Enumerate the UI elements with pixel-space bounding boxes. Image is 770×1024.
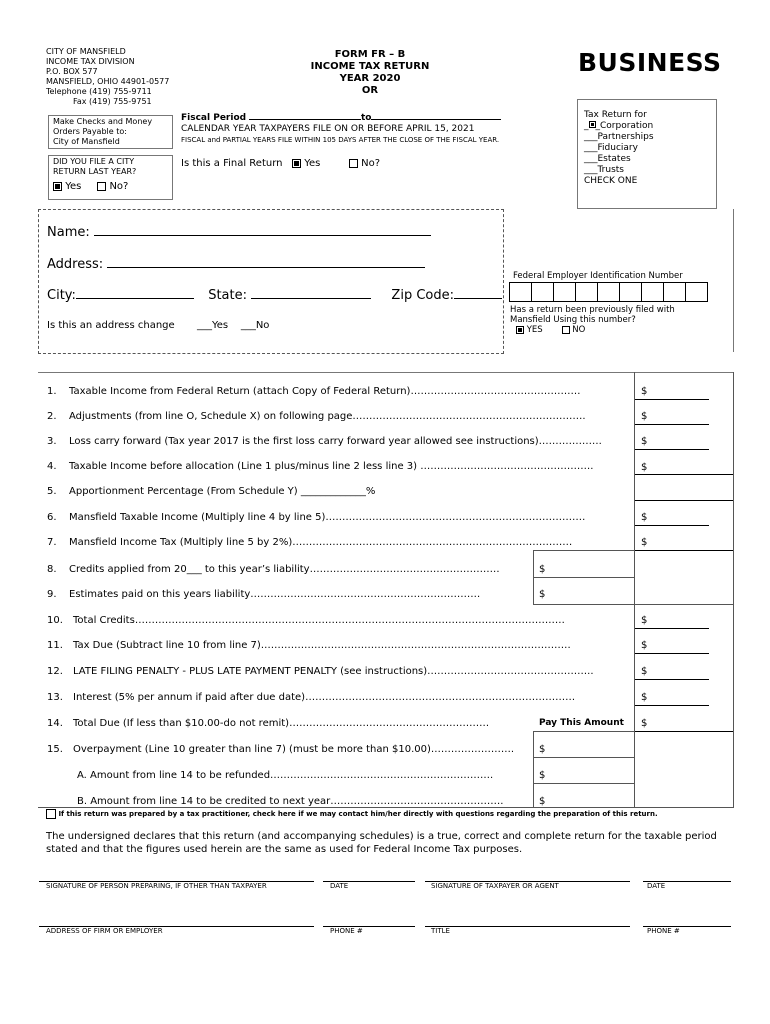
option-estates[interactable]: ___Estates [584, 154, 631, 164]
amount-15[interactable]: $ [539, 744, 546, 755]
city-line: Telephone (419) 755-9711 [46, 87, 152, 96]
line-15: 15. Overpayment (Line 10 greater than line 7) (must be more than $10.00)……………………. [47, 744, 515, 755]
line-4: 4. Taxable Income before allocation (Line 1 plus/minus line 2 less line 3) ……………………………………………. [47, 461, 594, 472]
line-2: 2. Adjustments (from line O, Schedule X) on following page……………………………………………………………. [47, 411, 586, 422]
fein-label: Federal Employer Identification Number [513, 271, 683, 281]
city-line: CITY OF MANSFIELD [46, 47, 126, 56]
amount-line-7 [635, 550, 733, 551]
fein-no-label: NO [572, 325, 586, 335]
credits-top-border [533, 550, 634, 551]
city-line: MANSFIELD, OHIO 44901-0577 [46, 77, 170, 86]
fein-previous [510, 305, 675, 335]
amount-8[interactable]: $ [539, 564, 546, 575]
zip-label: Zip Code: [391, 288, 454, 303]
title-line[interactable] [425, 926, 630, 927]
amount-2[interactable]: $ [641, 411, 648, 422]
fein-yes-checkbox[interactable] [516, 326, 524, 334]
city-return-yes-label: Yes [65, 181, 82, 192]
payable-line: Orders Payable to: [53, 127, 127, 136]
payable-line: Make Checks and Money [53, 117, 153, 126]
fein-yes-label: YES [526, 325, 543, 335]
city-address-block [46, 47, 186, 107]
amount-4[interactable]: $ [641, 462, 648, 473]
line-6: 6. Mansfield Taxable Income (Multiply line 4 by line 5)…………………………………………………………………… [47, 512, 586, 523]
credits-bottom-border [533, 604, 733, 605]
form-or: OR [361, 85, 379, 96]
amount-line-2 [635, 424, 709, 425]
city-return-options [53, 180, 168, 193]
fiscal-note: FISCAL and PARTIAL YEARS FILE WITHIN 105 DAYS AFTER THE CLOSE OF THE FISCAL YEAR. [181, 136, 500, 144]
address-change-yes[interactable]: ___Yes [196, 320, 229, 331]
tax-type-box [577, 99, 717, 209]
amount-10[interactable]: $ [641, 615, 648, 626]
fein-no-checkbox[interactable] [562, 326, 570, 334]
city-return-question: DID YOU FILE A CITY [53, 157, 135, 166]
amount-line-6 [635, 525, 709, 526]
check-one-label: CHECK ONE [584, 176, 638, 186]
final-return-row [181, 157, 380, 170]
city-return-no-checkbox[interactable] [97, 182, 106, 191]
fiscal-from-field[interactable] [249, 119, 361, 120]
declaration-text: The undersigned declares that this return (and accompanying schedules) is a true, correct and complete return for the taxable period stated and that the figures used herein are the same as used for Federal Income Tax purposes. [46, 831, 717, 855]
amount-1[interactable]: $ [641, 386, 648, 397]
line-15a: A. Amount from line 14 to be refunded…………………………………………………………. [77, 770, 494, 781]
city-return-box [48, 155, 173, 200]
amount-9[interactable]: $ [539, 589, 546, 600]
fiscal-period-row [181, 113, 501, 124]
line-10: 10. Total Credits………………………………………………………………………………………………………………… [47, 615, 565, 626]
address-change-no[interactable]: ___No [240, 320, 270, 331]
fein-previous-line: Has a return been previously filed with [510, 305, 675, 315]
fein-options [510, 325, 675, 335]
line-8: 8. Credits applied from 20___ to this year’s liability………………………………………………… [47, 564, 500, 575]
city-return-yes-checkbox[interactable] [53, 182, 62, 191]
amount-11[interactable]: $ [641, 640, 648, 651]
final-return-label: Is this a Final Return [181, 158, 283, 169]
line-9: 9. Estimates paid on this years liability…………………………………………………………… [47, 589, 481, 600]
final-return-yes-label: Yes [304, 158, 321, 169]
city-return-question: RETURN LAST YEAR? [53, 167, 137, 176]
amount-line-13 [635, 705, 709, 706]
amount-line-11 [635, 653, 709, 654]
city-field[interactable] [76, 286, 194, 299]
taxpayer-signature-label: SIGNATURE OF TAXPAYER OR AGENT [431, 882, 559, 890]
city-return-no-label: No? [109, 181, 129, 192]
name-field[interactable] [94, 223, 431, 236]
name-label: Name: [47, 225, 90, 240]
zip-field[interactable] [454, 286, 502, 299]
pay-this-amount-label: Pay This Amount [539, 718, 624, 728]
amount-3[interactable]: $ [641, 436, 648, 447]
overpayment-line-15 [533, 757, 634, 758]
amount-line-10 [635, 628, 709, 629]
option-trusts[interactable]: ___Trusts [584, 165, 624, 175]
address-field[interactable] [107, 255, 425, 268]
business-heading: BUSINESS [578, 48, 722, 77]
amount-line-5 [635, 500, 733, 501]
line-1: 1. Taxable Income from Federal Return (attach Copy of Federal Return)…………………………………………… [47, 386, 581, 397]
city-state-zip-row [47, 286, 502, 303]
fein-grid[interactable] [509, 282, 708, 302]
state-label: State: [208, 288, 247, 303]
amount-13[interactable]: $ [641, 692, 648, 703]
amount-line-14 [635, 731, 733, 732]
lines-top-border [38, 372, 734, 373]
line-15b: B. Amount from line 14 to be credited to next year……………………………………………. [77, 796, 504, 807]
fiscal-to-label: to [360, 113, 372, 123]
tax-type-title: Tax Return for [584, 110, 647, 120]
option-partnerships[interactable]: ___Partnerships [584, 132, 654, 142]
option-corporation[interactable]: _ _Corporation [584, 121, 654, 131]
amount-12[interactable]: $ [641, 666, 648, 677]
final-return-yes-checkbox[interactable] [292, 159, 301, 168]
city-line: P.O. BOX 577 [46, 67, 98, 76]
amount-7[interactable]: $ [641, 537, 648, 548]
amount-6[interactable]: $ [641, 512, 648, 523]
date2-label: DATE [647, 882, 666, 890]
form-subtitle: INCOME TAX RETURN [310, 61, 430, 72]
line-11: 11. Tax Due (Subtract line 10 from line 7)………………………………………………………………………………… [47, 640, 571, 651]
option-fiduciary[interactable]: ___Fiduciary [584, 143, 638, 153]
amount-column-right-border [733, 372, 734, 807]
form-title-block [290, 49, 450, 97]
firm-address-label: ADDRESS OF FIRM OR EMPLOYER [46, 927, 163, 935]
payable-box [48, 115, 173, 149]
line-12: 12. LATE FILING PENALTY - PLUS LATE PAYMENT PENALTY (see instructions)………………………………………….. [47, 666, 594, 677]
fein-previous-line: Mansfield Using this number? [510, 315, 636, 325]
state-field[interactable] [251, 286, 371, 299]
phone1-label: PHONE # [330, 927, 363, 935]
address-label: Address: [47, 257, 104, 272]
line-13: 13. Interest (5% per annum if paid after due date)……………………………………………………………………… [47, 692, 576, 703]
line-5: 5. Apportionment Percentage (From Schedule Y) _____________% [47, 486, 376, 497]
overpayment-line-15a [533, 783, 634, 784]
amount-line-12 [635, 679, 709, 680]
preparer-check-row [46, 809, 658, 819]
payable-line: City of Mansfield [53, 137, 120, 146]
phone2-label: PHONE # [647, 927, 680, 935]
final-return-no-checkbox[interactable] [349, 159, 358, 168]
address-change-label: Is this an address change [47, 320, 175, 331]
form-title: FORM FR – B [334, 49, 406, 60]
amount-line-1 [635, 399, 709, 400]
amount-14[interactable]: $ [641, 718, 648, 729]
line-7: 7. Mansfield Income Tax (Multiply line 5 by 2%)………………………………………………………………………… [47, 537, 573, 548]
amount-column-left-border [634, 372, 635, 807]
fiscal-to-field[interactable] [371, 119, 501, 120]
name-row [47, 223, 431, 240]
final-return-no-label: No? [361, 158, 381, 169]
address-row [47, 255, 425, 272]
city-label: City: [47, 288, 76, 303]
amount-line-4 [635, 474, 733, 475]
amount-15b[interactable]: $ [539, 796, 546, 807]
right-border-line [733, 209, 734, 352]
preparer-signature-label: SIGNATURE OF PERSON PREPARING, IF OTHER THAN TAXPAYER [46, 882, 267, 890]
amount-15a[interactable]: $ [539, 770, 546, 781]
line-14: 14. Total Due (If less than $10.00-do not remit)…………………………………………………… [47, 718, 490, 729]
credits-line-8 [533, 577, 634, 578]
calendar-note: CALENDAR YEAR TAXPAYERS FILE ON OR BEFORE APRIL 15, 2021 [181, 124, 475, 134]
address-change-row [47, 319, 269, 332]
date1-label: DATE [330, 882, 349, 890]
overpayment-top-border [533, 731, 634, 732]
form-year: YEAR 2020 [339, 73, 401, 84]
city-line: INCOME TAX DIVISION [46, 57, 135, 66]
preparer-check-label: If this return was prepared by a tax practitioner, check here if we may contact him/her directly with questions regarding the preparation of this return. [58, 810, 658, 818]
lines-bottom-border [38, 807, 734, 808]
overpayment-column-left-border [533, 731, 534, 807]
line-3: 3. Loss carry forward (Tax year 2017 is the first loss carry forward year allowed see instructions)………………. [47, 436, 602, 447]
fiscal-period-label: Fiscal Period [181, 113, 247, 123]
city-line: Fax (419) 755-9751 [73, 97, 152, 106]
title-label: TITLE [431, 927, 450, 935]
amount-line-3 [635, 449, 709, 450]
preparer-contact-checkbox[interactable] [46, 809, 56, 819]
